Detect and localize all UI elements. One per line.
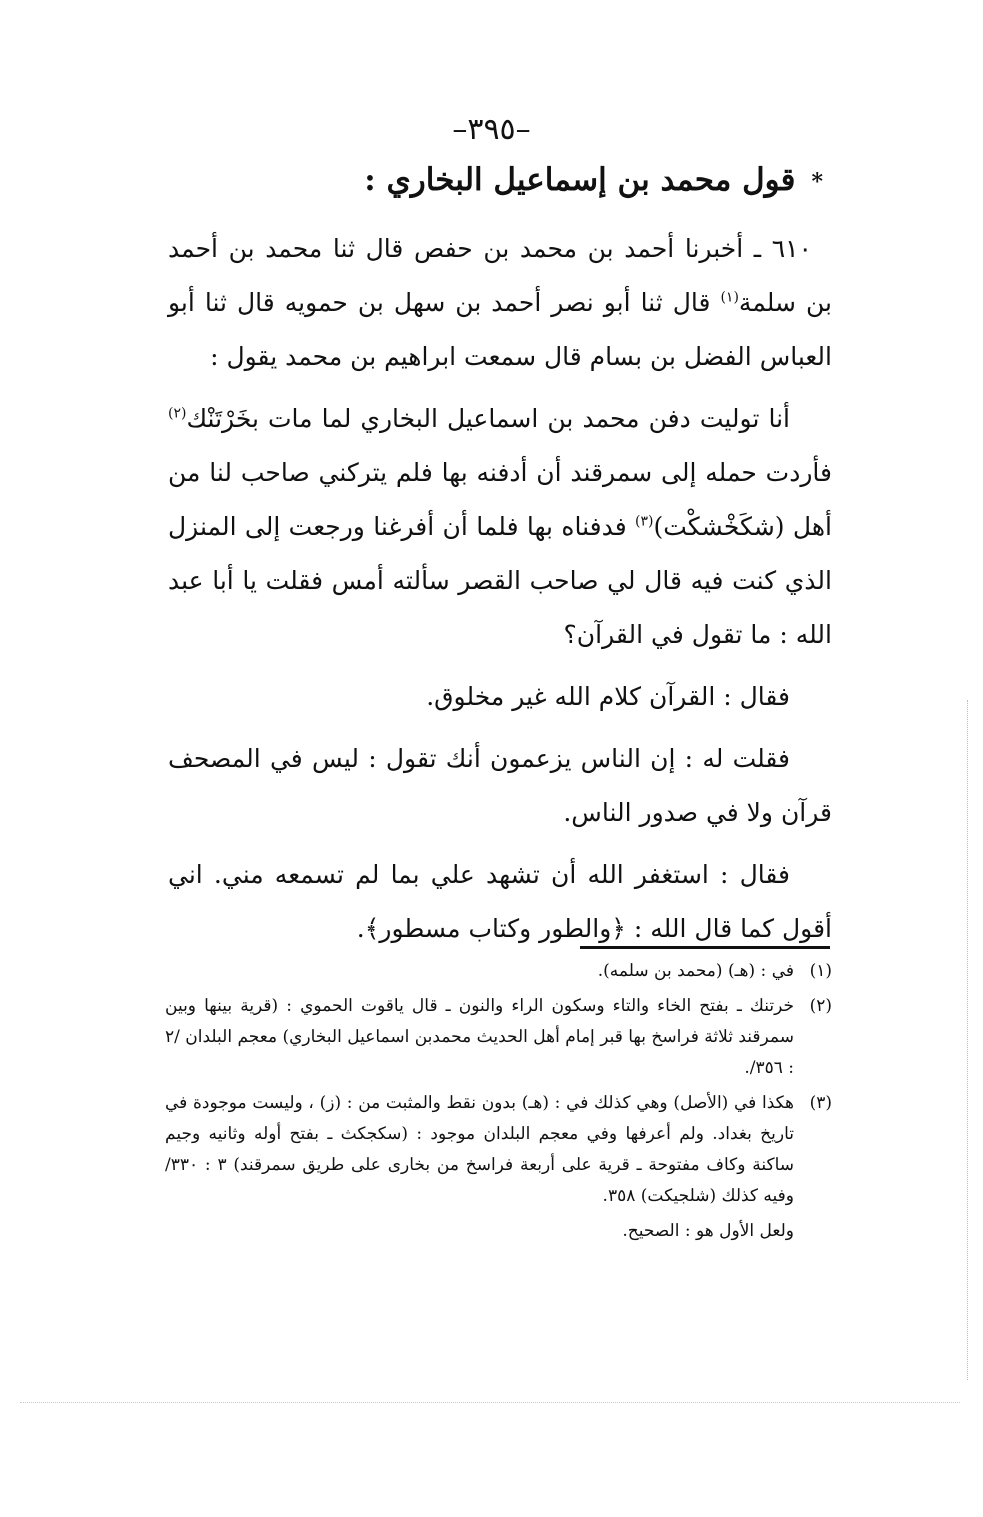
footnote-ref-1: (١) (720, 289, 739, 306)
footnotes-section (165, 956, 832, 1247)
paragraph-610-part-a: ٦١٠ ـ أخبرنا أحمد بن محمد بن حفص قال ثنا محمد بن أحمد بن سلمة (168, 234, 833, 317)
scan-bottom-line (20, 1402, 960, 1403)
paragraph-burial-part-a: أنا توليت دفن محمد بن اسماعيل البخاري لما مات بخَرْتَنْك (186, 404, 790, 433)
footnote-1 (165, 956, 832, 987)
paragraph-burial (168, 392, 832, 662)
asterisk-bullet: * (811, 168, 823, 195)
footnote-ref-3: (٣) (635, 513, 654, 530)
footnote-ref-2: (٢) (168, 405, 187, 422)
footnote-3 (165, 1088, 832, 1212)
footnote-3-continuation: ولعل الأول هو : الصحيح. (622, 1221, 794, 1241)
footnote-number: (٣) (809, 1093, 832, 1113)
paragraph-reply: فقال : استغفر الله أن تشهد علي بما لم تسمعه مني. اني أقول كما قال الله : ﴿والطور وكتاب مسطور﴾. (168, 860, 832, 943)
paragraph-answer: فقال : القرآن كلام الله غير مخلوق. (426, 682, 790, 711)
main-text (168, 222, 832, 964)
footnote-2 (165, 991, 832, 1084)
paragraph-610-part-b: قال ثنا أبو نصر أحمد بن سهل بن حمويه قال ثنا أبو العباس الفضل بن بسام قال سمعت ابراهيم بن محمد يقول : (168, 288, 832, 371)
paragraph-question: فقلت له : إن الناس يزعمون أنك تقول : ليس في المصحف قرآن ولا في صدور الناس. (168, 744, 832, 827)
scan-edge-line (967, 700, 968, 1380)
section-heading (364, 162, 823, 198)
page-number: –٣٩٥– (452, 112, 531, 147)
footnote-text: خرتنك ـ بفتح الخاء والتاء وسكون الراء والنون ـ قال ياقوت الحموي : (قرية بينها وبين سمرقند ثلاثة فراسخ بها قبر إمام أهل الحديث محمدبن اسماعيل البخاري) معجم البلدان /٢ : ٣٥٦/. (165, 996, 794, 1078)
footnote-text: في : (هـ) (محمد بن سلمه). (597, 961, 794, 981)
footnote-number: (٢) (809, 996, 832, 1016)
paragraph-610 (168, 222, 832, 384)
footnote-text: هكذا في (الأصل) وهي كذلك في : (هـ) بدون نقط والمثبت من : (ز) ، وليست موجودة في تاريخ بغداد. ولم أعرفها وفي معجم البلدان موجود : (سكجكث ـ بفتح أوله وثانيه وجيم ساكنة وكاف مفتوحة ـ قرية على أربعة فراسخ من بخارى على طريق سمرقند) ٣ : ٣٣٠/ وفيه كذلك (شلجيكت) ٣٥٨. (165, 1093, 794, 1206)
section-heading-text: قول محمد بن إسماعيل البخاري : (364, 162, 796, 198)
footnote-divider (580, 946, 830, 949)
footnote-number: (١) (809, 961, 832, 981)
paragraph-burial-part-b: فأردت حمله إلى سمرقند أن أدفنه بها فلم يتركني صاحب لنا من أهل (شكَخْشكْت) (168, 458, 832, 541)
paragraph-burial-part-c: فدفناه بها فلما أن أفرغنا ورجعت إلى المنزل الذي كنت فيه قال لي صاحب القصر سألته أمس فقلت يا أبا عبد الله : ما تقول في القرآن؟ (168, 512, 832, 649)
